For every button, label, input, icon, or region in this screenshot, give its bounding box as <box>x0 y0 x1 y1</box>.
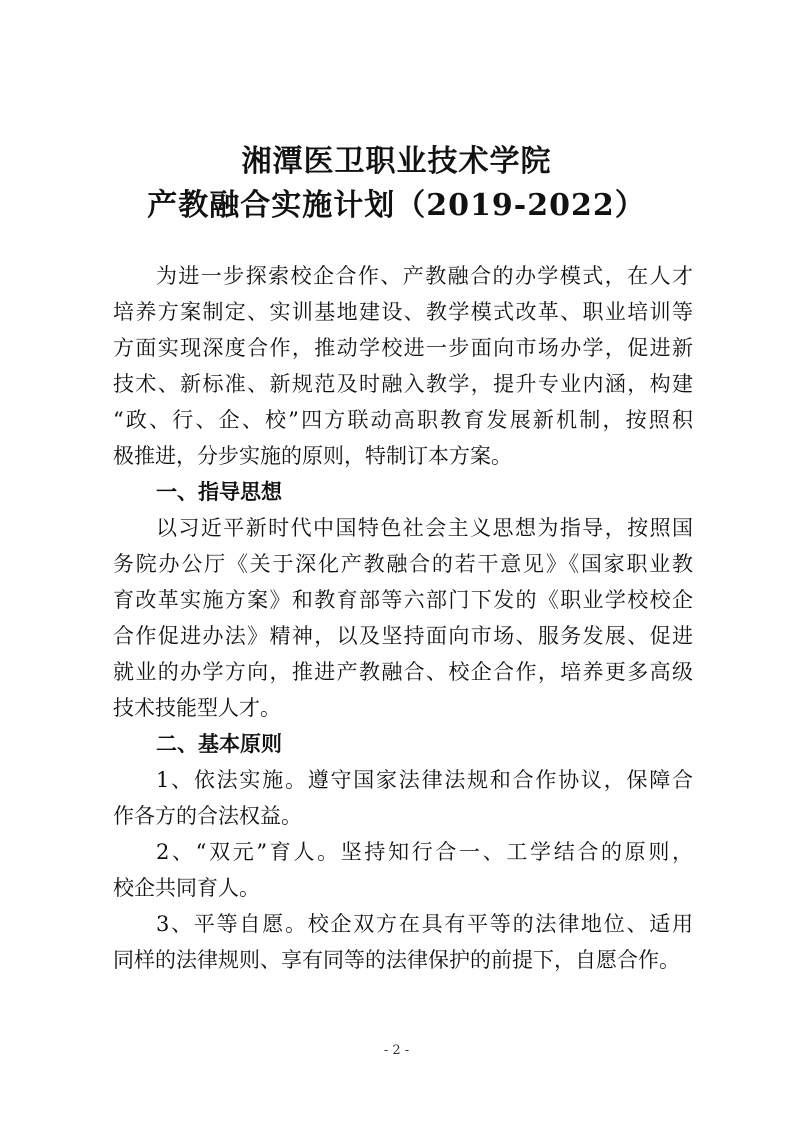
section-heading-basic-principles: 二、基本原则 <box>156 732 282 756</box>
intro-line: 技术、新标准、新规范及时融入教学，提升专业内涵，构建 <box>113 372 693 396</box>
section1-line: 就业的办学方向，推进产教融合、校企合作，培养更多高级 <box>113 660 693 684</box>
principle1-line: 作各方的合法权益。 <box>113 804 302 828</box>
principle1-line: 1、依法实施。遵守国家法律法规和合作协议，保障合 <box>156 768 693 792</box>
section1-line: 合作促进办法》精神，以及坚持面向市场、服务发展、促进 <box>113 624 693 648</box>
principle2-line: 2、“双元”育人。坚持知行合一、工学结合的原则， <box>156 840 693 864</box>
section1-line: 技术技能型人才。 <box>113 696 281 720</box>
principle3-line: 3、平等自愿。校企双方在具有平等的法律地位、适用 <box>156 912 693 936</box>
section-heading-guiding-ideology: 一、指导思想 <box>156 480 282 504</box>
intro-line: 极推进，分步实施的原则，特制订本方案。 <box>113 444 512 468</box>
document-title-line2: 产教融合实施计划（2019-2022） <box>147 188 646 223</box>
section1-line: 育改革实施方案》和教育部等六部门下发的《职业学校校企 <box>113 588 693 612</box>
intro-line: 为进一步探索校企合作、产教融合的办学模式，在人才 <box>156 264 693 288</box>
intro-line: “政、行、企、校”四方联动高职教育发展新机制，按照积 <box>113 408 693 432</box>
document-body <box>113 258 693 978</box>
intro-line: 培养方案制定、实训基地建设、教学模式改革、职业培训等 <box>113 300 693 324</box>
section1-line: 务院办公厅《关于深化产教融合的若干意见》《国家职业教 <box>113 552 693 576</box>
page-number: - 2 - <box>383 1043 410 1058</box>
document-title-line1: 湘潭医卫职业技术学院 <box>241 144 552 179</box>
intro-line: 方面实现深度合作，推动学校进一步面向市场办学，促进新 <box>113 336 693 360</box>
principle3-line: 同样的法律规则、享有同等的法律保护的前提下，自愿合作。 <box>113 948 680 972</box>
principle2-line: 校企共同育人。 <box>113 876 260 900</box>
section1-line: 以习近平新时代中国特色社会主义思想为指导，按照国 <box>156 516 693 540</box>
